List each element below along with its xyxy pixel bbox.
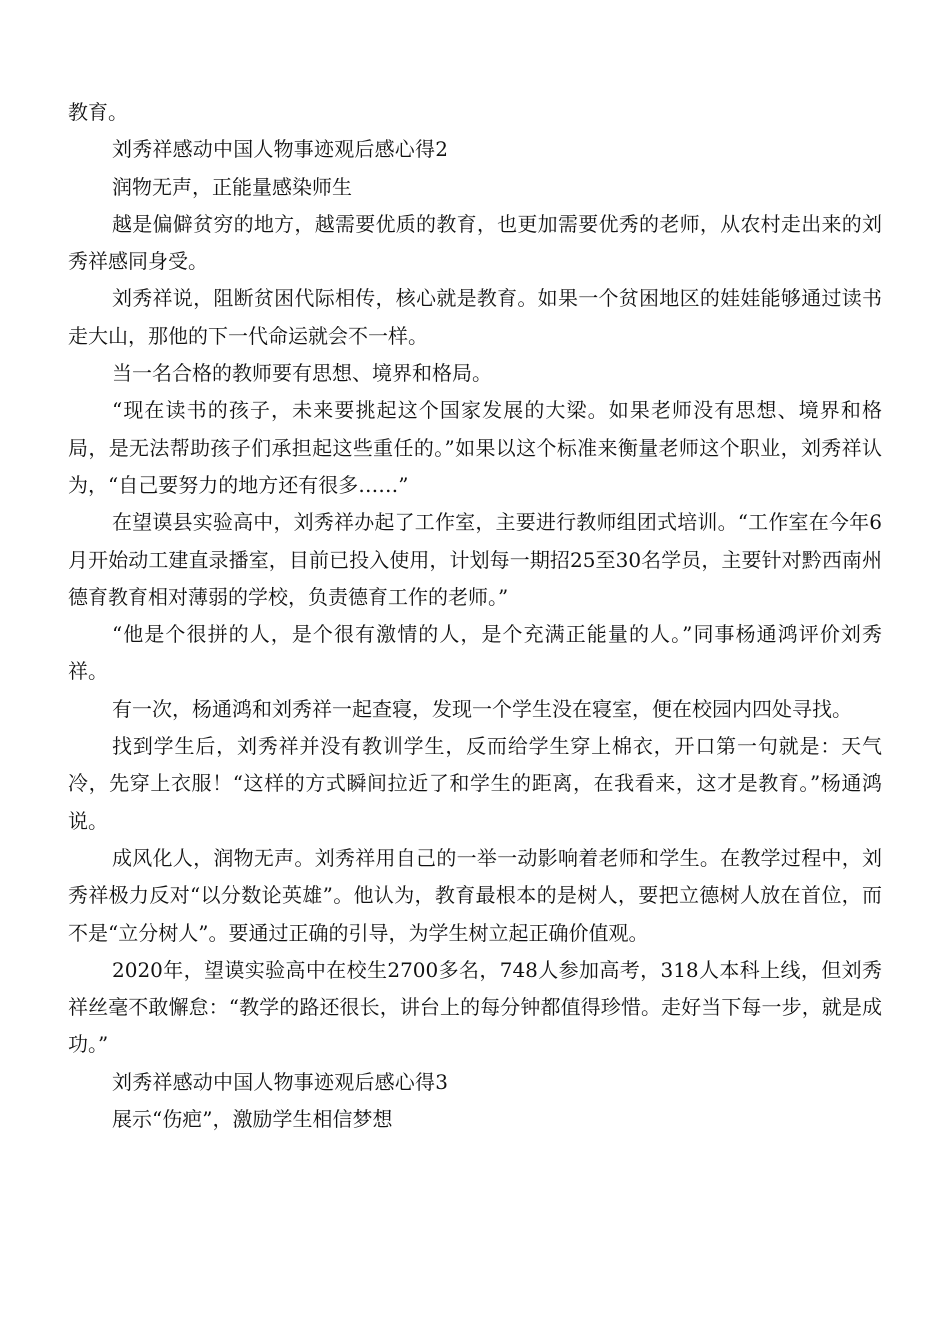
section-title: 刘秀祥感动中国人物事迹观后感心得2 — [112, 137, 449, 162]
document-body — [68, 94, 882, 1138]
paragraph: 当一名合格的教师要有思想、境界和格局。 — [112, 361, 492, 386]
paragraph: “他是个很拼的人，是个很有激情的人，是个充满正能量的人。”同事杨通鸿评价刘秀祥。 — [68, 622, 882, 684]
paragraph: 2020年，望谟实验高中在校生2700多名，748人参加高考，318人本科上线，但刘秀祥丝毫不敢懈怠：“教学的路还很长，讲台上的每分钟都值得珍惜。走好当下每一步，就是成功。” — [68, 957, 882, 1057]
paragraph: 找到学生后，刘秀祥并没有教训学生，反而给学生穿上棉衣，开口第一句就是：天气冷，先穿上衣服！“这样的方式瞬间拉近了和学生的距离，在我看来，这才是教育。”杨通鸿说。 — [68, 734, 882, 833]
section-subtitle: 展示“伤疤”，激励学生相信梦想 — [112, 1107, 393, 1132]
section-title: 刘秀祥感动中国人物事迹观后感心得3 — [112, 1069, 449, 1094]
paragraph: “现在读书的孩子，未来要挑起这个国家发展的大梁。如果老师没有思想、境界和格局，是无法帮助孩子们承担起这些重任的。”如果以这个标准来衡量老师这个职业，刘秀祥认为，“自己要努力的地方还有很多……” — [68, 398, 882, 497]
paragraph: 越是偏僻贫穷的地方，越需要优质的教育，也更加需要优秀的老师，从农村走出来的刘秀祥感同身受。 — [68, 211, 882, 274]
paragraph: 有一次，杨通鸿和刘秀祥一起查寝，发现一个学生没在寝室，便在校园内四处寻找。 — [112, 696, 852, 721]
paragraph: 在望谟县实验高中，刘秀祥办起了工作室，主要进行教师组团式培训。“工作室在今年6月开始动工建直录播室，目前已投入使用，计划每一期招25至30名学员，主要针对黔西南州德育教育相对薄弱的学校，负责德育工作的老师。” — [68, 510, 882, 609]
paragraph: 成风化人，润物无声。刘秀祥用自己的一举一动影响着老师和学生。在教学过程中，刘秀祥极力反对“以分数论英雄”。他认为，教育最根本的是树人，要把立德树人放在首位，而不是“立分树人”。要通过正确的引导，为学生树立起正确价值观。 — [68, 845, 882, 945]
paragraph: 刘秀祥说，阻断贫困代际相传，核心就是教育。如果一个贫困地区的娃娃能够通过读书走大山，那他的下一代命运就会不一样。 — [68, 286, 882, 348]
paragraph: 教育。 — [68, 100, 128, 124]
section-subtitle: 润物无声，正能量感染师生 — [112, 174, 352, 199]
